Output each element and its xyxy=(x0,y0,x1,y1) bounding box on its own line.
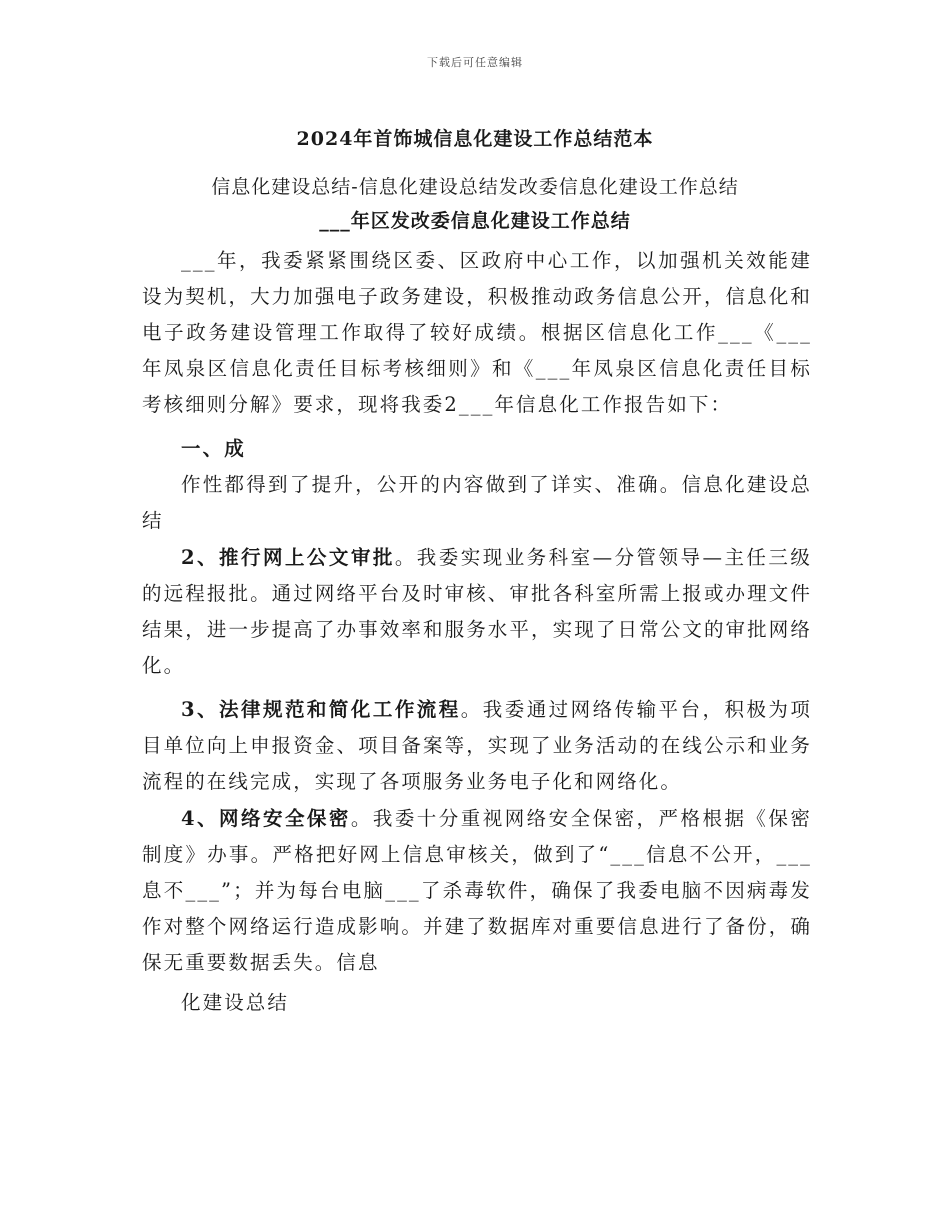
paragraph-four-content xyxy=(142,801,812,981)
paragraph-two-heading: 2、推行网上公文审批 xyxy=(181,546,395,569)
paragraph-four-heading: 4、网络安全保密 xyxy=(181,807,351,830)
intro-text: ___年，我委紧紧围绕区委、区政府中心工作，以加强机关效能建设为契机，大力加强电子政务建设，积极推动政务信息公开，信息化和电子政务建设管理工作取得了较好成绩。根据区信息化工作___《___年凤泉区信息化责任目标考核细则》和《___年凤泉区信息化责任目标考核细则分解》要求，现将我委2___年信息化工作报告如下： xyxy=(142,249,812,416)
intro-paragraph xyxy=(142,243,812,423)
paragraph-five-text: 化建设总结 xyxy=(181,991,290,1014)
paragraph-two xyxy=(142,540,812,684)
paragraph-one-text: 作性都得到了提升，公开的内容做到了详实、准确。信息化建设总结 xyxy=(142,473,812,532)
paragraph-five xyxy=(142,985,812,1021)
paragraph-three xyxy=(142,692,812,800)
paragraph-four xyxy=(142,801,812,981)
document-subtitle: 信息化建设总结-信息化建设总结发改委信息化建设工作总结 xyxy=(211,176,739,198)
header-note: 下载后可任意编辑 xyxy=(427,56,523,69)
heading-one xyxy=(142,431,812,467)
paragraph-one xyxy=(142,467,812,539)
heading-one-text: 一、成 xyxy=(181,437,246,460)
paragraph-three-heading: 3、法律规范和简化工作流程 xyxy=(181,698,461,721)
document-title: 2024年首饰城信息化建设工作总结范本 xyxy=(296,128,654,150)
paragraph-two-content xyxy=(142,540,812,684)
paragraph-two-text: 。我委实现业务科室—分管领导—主任三级的远程报批。通过网络平台及时审核、审批各科室所需上报或办理文件结果，进一步提高了办事效率和服务水平，实现了日常公文的审批网络化。 xyxy=(142,546,812,677)
paragraph-three-content xyxy=(142,692,812,800)
section-heading: ___年区发改委信息化建设工作总结 xyxy=(319,210,631,232)
paragraph-four-text: 。我委十分重视网络安全保密，严格根据《保密制度》办事。严格把好网上信息审核关，做到了“___信息不公开，___息不___”；并为每台电脑___了杀毒软件，确保了我委电脑不因病毒发作对整个网络运行造成影响。并建了数据库对重要信息进行了备份，确保无重要数据丢失。信息 xyxy=(142,807,812,974)
paragraph-three-text: 。我委通过网络传输平台，积极为项目单位向上申报资金、项目备案等，实现了业务活动的在线公示和业务流程的在线完成，实现了各项服务业务电子化和网络化。 xyxy=(142,698,812,793)
